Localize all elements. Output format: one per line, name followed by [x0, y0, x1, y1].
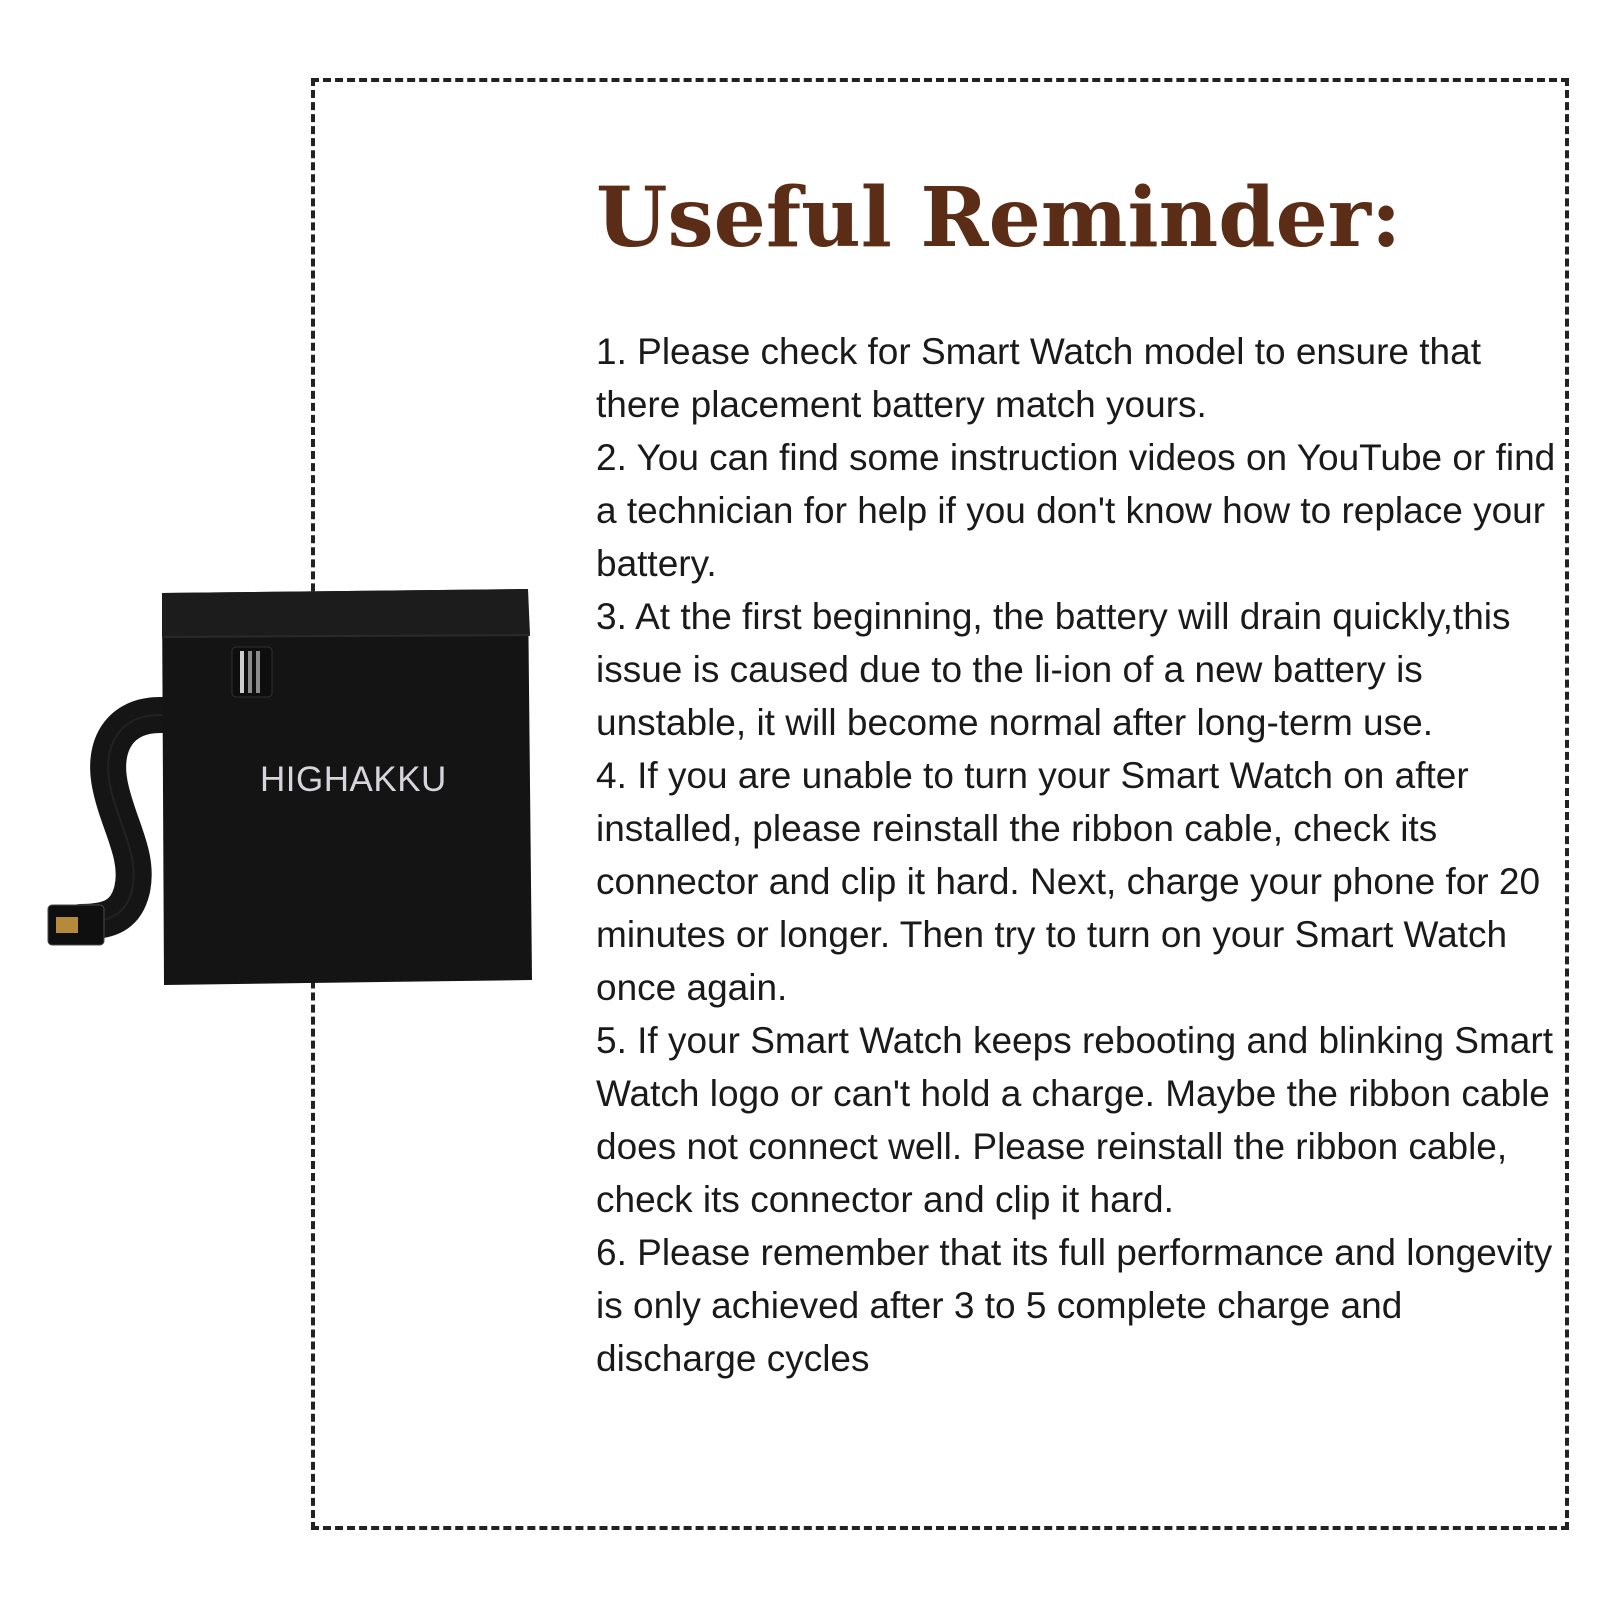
reminder-item-3: 3. At the first beginning, the battery will drain quickly,this issue is caused due to the li-ion of a new battery is unstable, it will become normal after long-term use. — [596, 596, 1511, 743]
page-title: Useful Reminder: — [596, 170, 1402, 266]
reminder-item-6: 6. Please remember that its full performance and longevity is only achieved after 3 to 5 complete charge and discharge cycles — [596, 1232, 1553, 1379]
reminder-item-5: 5. If your Smart Watch keeps rebooting and blinking Smart Watch logo or can't hold a charge. Maybe the ribbon cable does not connect well. Please reinstall the ribbon cable, check its connector and clip it hard. — [596, 1020, 1553, 1220]
reminder-item-1: 1. Please check for Smart Watch model to ensure that there placement battery match yours. — [596, 331, 1481, 425]
reminder-item-2: 2. You can find some instruction videos on YouTube or find a technician for help if you don't know how to replace your battery. — [596, 437, 1556, 584]
reminder-list — [596, 325, 1566, 1385]
reminder-item-4: 4. If you are unable to turn your Smart Watch on after installed, please reinstall the ribbon cable, check its connector and clip it hard. Next, charge your phone for 20 minutes or longer. Then try to turn on your Smart Watch once again. — [596, 755, 1541, 1008]
brand-label: HIGHAKKU — [260, 760, 447, 799]
